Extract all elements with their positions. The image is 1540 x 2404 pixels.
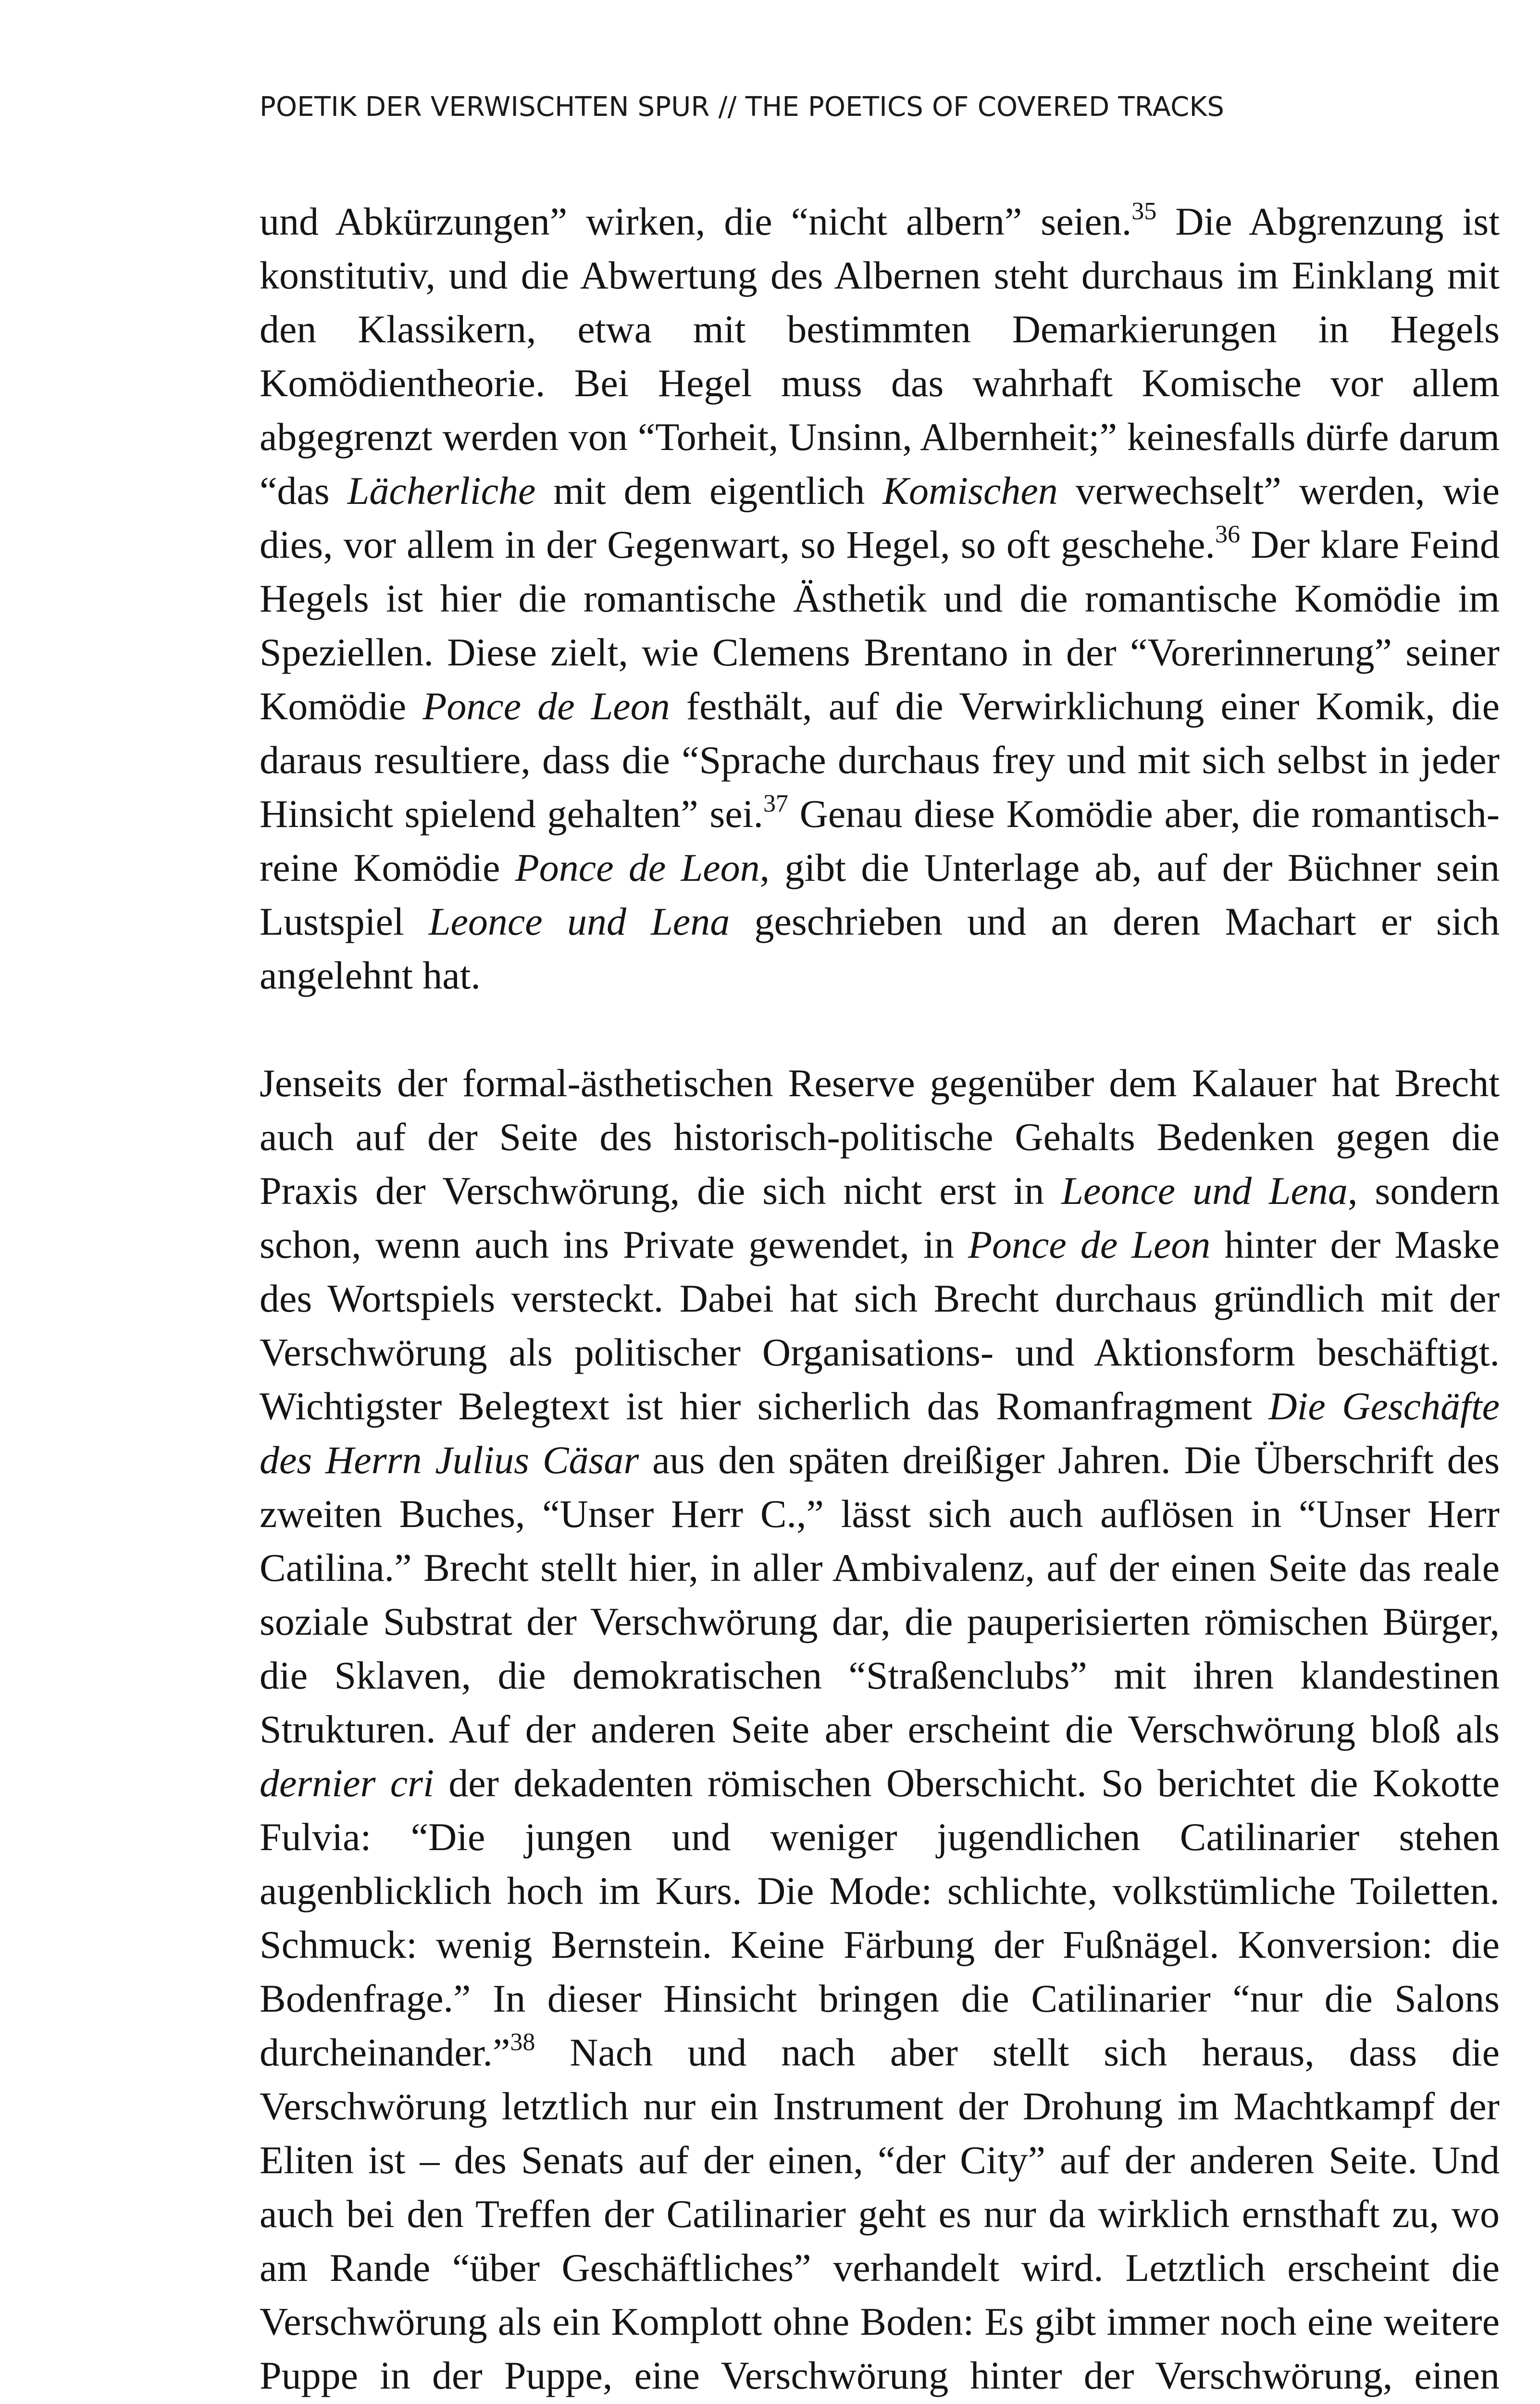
footnote-ref-35: 35 <box>1131 197 1157 225</box>
italic-title: Die Geschäfte des Herrn Julius Cäsar <box>260 1384 1500 1482</box>
italic-term: Komischen <box>882 469 1058 513</box>
text-run: der dekadenten römischen Oberschicht. So berichtet die Kokotte Fulvia: “Die jungen und weniger jugendlichen Catilinarier stehen augenblicklich hoch im Kurs. Die Mode: schlichte, volkstümliche Toiletten. Schmuck: wenig Bernstein. Keine Färbung der Fußnägel. Konversion: die Bodenfrage.” In dieser Hinsicht bringen die Catilinarier “nur die Salons durcheinander.” <box>260 1761 1500 2074</box>
italic-title: Ponce de Leon <box>515 846 760 889</box>
text-run: Jenseits der formal-ästhetischen Reserve gegenüber dem Kalauer hat Brecht auch auf der Seite des historisch-politische Gehalts Bedenken gegen die Praxis der Verschwörung, die sich nicht erst in <box>260 1061 1500 1213</box>
text-run: und Abkürzungen” wirken, die “nicht albern” seien. <box>260 200 1132 243</box>
text-run: verwechselt” werden, wie dies, vor allem in der Gegenwart, so Hegel, so oft geschehe. <box>260 469 1500 566</box>
main-text <box>260 195 1500 2404</box>
italic-term: dernier cri <box>260 1761 434 1805</box>
italic-term: Lächerliche <box>347 469 536 513</box>
italic-title: Leonce und Lena <box>1061 1169 1348 1213</box>
footnote-ref-37: 37 <box>763 789 788 817</box>
text-run: Die Abgrenzung ist konstitutiv, und die Abwertung des Albernen steht durchaus im Einklang mit den Klassikern, etwa mit bestimmten Demarkierungen in Hegels Komödientheorie. Bei Hegel muss das wahrhaft Komische vor allem abgegrenzt werden von “Torheit, Unsinn, Albernheit;” keinesfalls dürfe darum “das <box>260 200 1500 513</box>
paragraph-1 <box>260 195 1500 1002</box>
text-run: mit dem eigentlich <box>535 469 883 513</box>
text-run: Genau diese Komödie aber, die romantisch-reine Komödie <box>260 792 1500 889</box>
italic-title: Ponce de Leon <box>968 1223 1211 1266</box>
paragraph-2 <box>260 1056 1500 2404</box>
footnote-ref-36: 36 <box>1215 520 1241 548</box>
text-run: aus den späten dreißiger Jahren. Die Überschrift des zweiten Buches, “Unser Herr C.,” lässt sich auch auflösen in “Unser Herr Catilina.” Brecht stellt hier, in aller Ambivalenz, auf der einen Seite das reale soziale Substrat der Verschwörung dar, die pauperisierten römischen Bürger, die Sklaven, die demokratischen “Straßenclubs” mit ihren klandestinen Strukturen. Auf der anderen Seite aber erscheint die Verschwörung bloß als <box>260 1438 1500 1751</box>
text-run: festhält, auf die Verwirklichung einer Komik, die daraus resultiere, dass die “Sprache durchaus frey und mit sich selbst in jeder Hinsicht spielend gehalten” sei. <box>260 684 1500 836</box>
text-run: geschrieben und an deren Machart er sich angelehnt hat. <box>260 900 1500 997</box>
italic-title: Leonce und Lena <box>428 900 730 943</box>
text-run: hinter der Maske des Wortspiels versteckt. Dabei hat sich Brecht durchaus gründlich mit der Verschwörung als politischer Organisations- und Aktionsform beschäftigt. Wichtigster Belegtext ist hier sicherlich das Romanfragment <box>260 1223 1500 1428</box>
footnote-ref-38: 38 <box>510 2028 535 2056</box>
text-run: Nach und nach aber stellt sich heraus, dass die Verschwörung letztlich nur ein Instrument der Drohung im Machtkampf der Eliten ist – des Senats auf der einen, “der City” auf der anderen Seite. Und auch bei den Treffen der Catilinarier geht es nur da wirklich ernsthaft zu, wo am Rande “über Geschäftliches” verhandelt wird. Letztlich erscheint die Verschwörung als ein Komplott ohne Boden: Es gibt immer noch eine weitere Puppe in der Puppe, eine Verschwörung hinter der Verschwörung, einen <box>260 2030 1500 2397</box>
italic-title: Ponce de Leon <box>422 684 670 728</box>
running-header-title: POETIK DER VERWISCHTEN SPUR // THE POETICS OF COVERED TRACKS <box>260 91 1225 123</box>
text-run: , sondern schon, wenn auch ins Private gewendet, in <box>260 1169 1500 1266</box>
text-run: , gibt die Unterlage ab, auf der Büchner sein Lustspiel <box>260 846 1500 943</box>
text-run: Der klare Feind Hegels ist hier die romantische Ästhetik und die romantische Komödie im Speziellen. Diese zielt, wie Clemens Brentano in der “Vorerinnerung” seiner Komödie <box>260 523 1500 728</box>
